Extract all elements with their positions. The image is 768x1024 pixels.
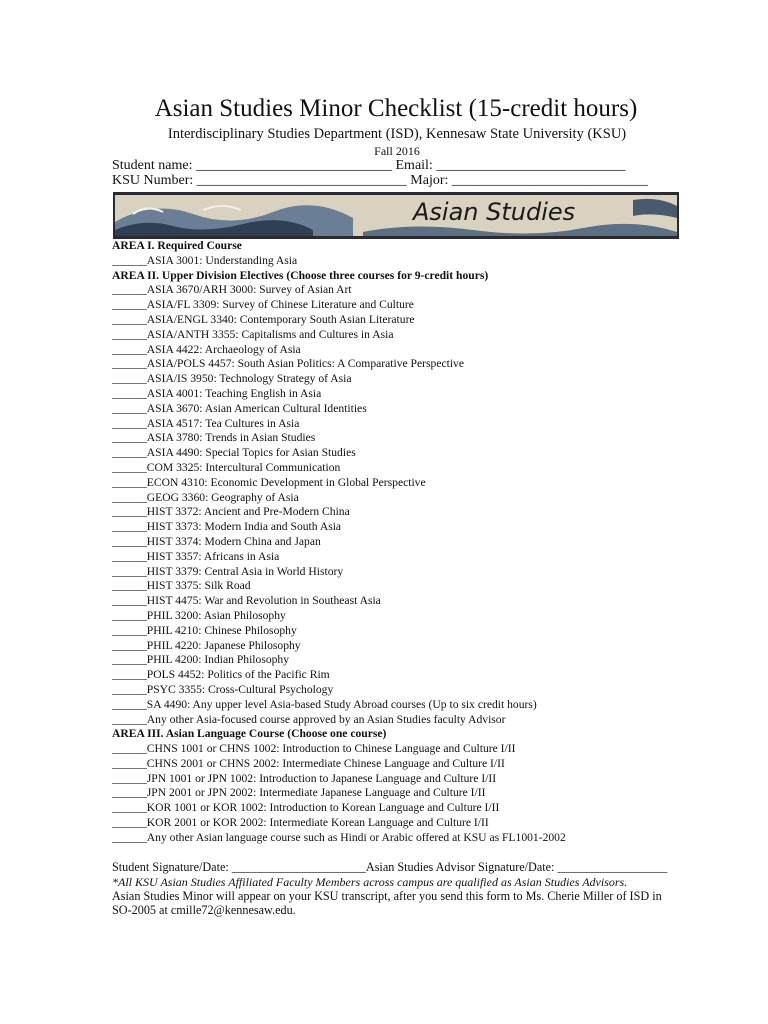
area-1-heading: AREA I. Required Course [112, 239, 242, 252]
check-blank[interactable]: ______ [112, 342, 147, 356]
check-blank[interactable]: ______ [112, 505, 147, 519]
course-item: ______ASIA 4001: Teaching English in Asia [112, 386, 322, 400]
check-blank[interactable]: ______ [112, 475, 147, 489]
check-blank[interactable]: ______ [112, 357, 147, 371]
check-blank[interactable]: ______ [112, 564, 147, 578]
check-blank[interactable]: ______ [112, 594, 147, 608]
term-label: Fall 2016 [374, 144, 420, 158]
course-item: ______CHNS 2001 or CHNS 2002: Intermediate Chinese Language and Culture I/II [112, 756, 505, 770]
course-item: ______ASIA 3780: Trends in Asian Studies [112, 431, 316, 445]
course-item: ______KOR 2001 or KOR 2002: Intermediate Korean Language and Culture I/II [112, 816, 489, 830]
check-blank[interactable]: ______ [112, 653, 147, 667]
course-item: ______JPN 2001 or JPN 2002: Intermediate Japanese Language and Culture I/II [112, 786, 486, 800]
check-blank[interactable]: ______ [112, 490, 147, 504]
course-item: ______HIST 3357: Africans in Asia [112, 549, 280, 563]
course-item: ______JPN 1001 or JPN 1002: Introduction to Japanese Language and Culture I/II [112, 771, 497, 785]
course-item: ______HIST 3379: Central Asia in World History [112, 564, 344, 578]
major-field[interactable]: ____________________________ [451, 173, 648, 188]
course-list [112, 239, 682, 846]
email-field[interactable]: ___________________________ [436, 158, 626, 173]
banner-text: Asian Studies [413, 198, 576, 226]
course-item: ______PSYC 3355: Cross-Cultural Psychology [112, 682, 334, 696]
ksu-number-label: KSU Number: [112, 173, 197, 188]
course-item: ______ASIA 4517: Tea Cultures in Asia [112, 416, 300, 430]
course-item: ______ASIA 3670/ARH 3000: Survey of Asian Art [112, 283, 352, 297]
course-item: ______PHIL 4210: Chinese Philosophy [112, 623, 297, 637]
course-item: ______SA 4490: Any upper level Asia-based Study Abroad courses (Up to six credit hours) [112, 697, 537, 711]
check-blank[interactable]: ______ [112, 253, 147, 267]
course-item: ______ASIA 3001: Understanding Asia [112, 253, 298, 267]
student-signature-field[interactable]: ______________________ [231, 859, 366, 874]
check-blank[interactable]: ______ [112, 401, 147, 415]
check-blank[interactable]: ______ [112, 386, 147, 400]
check-blank[interactable]: ______ [112, 431, 147, 445]
course-item: ______Any other Asia-focused course approved by an Asian Studies faculty Advisor [112, 712, 506, 726]
course-item: ______ASIA/FL 3309: Survey of Chinese Literature and Culture [112, 298, 414, 312]
course-item: ______ASIA 3670: Asian American Cultural Identities [112, 401, 367, 415]
check-blank[interactable]: ______ [112, 534, 147, 548]
course-item: ______COM 3325: Intercultural Communication [112, 460, 341, 474]
course-item: ______HIST 3373: Modern India and South Asia [112, 520, 342, 534]
check-blank[interactable]: ______ [112, 312, 147, 326]
course-item: ______KOR 1001 or KOR 1002: Introduction to Korean Language and Culture I/II [112, 801, 500, 815]
check-blank[interactable]: ______ [112, 520, 147, 534]
advisor-signature-field[interactable]: __________________ [557, 859, 668, 874]
area-2-heading: AREA II. Upper Division Electives (Choose three courses for 9-credit hours) [112, 268, 489, 282]
check-blank[interactable]: ______ [112, 460, 147, 474]
course-item: ______PHIL 4200: Indian Philosophy [112, 653, 290, 667]
check-blank[interactable]: ______ [112, 372, 147, 386]
check-blank[interactable]: ______ [112, 638, 147, 652]
student-signature-label: Student Signature/Date: [112, 859, 232, 874]
check-blank[interactable]: ______ [112, 756, 147, 770]
check-blank[interactable]: ______ [112, 446, 147, 460]
student-name-label: Student name: [112, 158, 196, 173]
check-blank[interactable]: ______ [112, 742, 147, 756]
department-subtitle: Interdisciplinary Studies Department (ISD), Kennesaw State University (KSU) [167, 126, 627, 142]
ksu-number-row [112, 173, 682, 188]
asian-studies-banner [113, 192, 679, 239]
check-blank[interactable]: ______ [112, 801, 147, 815]
checklist-document [112, 94, 682, 918]
course-item: ______HIST 3374: Modern China and Japan [112, 534, 321, 548]
student-name-row [112, 158, 682, 173]
check-blank[interactable]: ______ [112, 697, 147, 711]
course-item: ______ECON 4310: Economic Development in Global Perspective [112, 475, 426, 489]
check-blank[interactable]: ______ [112, 682, 147, 696]
advisor-note: *All KSU Asian Studies Affiliated Faculty Members across campus are qualified as Asian Studies Advisors. [112, 874, 628, 889]
course-item: ______PHIL 4220: Japanese Philosophy [112, 638, 301, 652]
check-blank[interactable]: ______ [112, 549, 147, 563]
course-item: ______ASIA 4422: Archaeology of Asia [112, 342, 301, 356]
check-blank[interactable]: ______ [112, 416, 147, 430]
course-item: ______HIST 4475: War and Revolution in Southeast Asia [112, 594, 381, 608]
student-name-field[interactable]: ____________________________ [196, 158, 392, 173]
signature-row [112, 860, 682, 875]
ksu-number-field[interactable]: ______________________________ [196, 173, 407, 188]
footer-instructions: Asian Studies Minor will appear on your KSU transcript, after you send this form to Ms. Cherie Miller of ISD in SO-2005 at cmille72@kennesaw.edu. [112, 888, 662, 918]
course-item: ______ASIA/IS 3950: Technology Strategy of Asia [112, 372, 352, 386]
course-item: ______GEOG 3360: Geography of Asia [112, 490, 299, 504]
check-blank[interactable]: ______ [112, 608, 147, 622]
course-item: ______HIST 3372: Ancient and Pre-Modern China [112, 505, 350, 519]
check-blank[interactable]: ______ [112, 830, 147, 844]
course-item: ______CHNS 1001 or CHNS 1002: Introduction to Chinese Language and Culture I/II [112, 742, 516, 756]
check-blank[interactable]: ______ [112, 771, 147, 785]
area-3-heading: AREA III. Asian Language Course (Choose one course) [112, 727, 387, 741]
advisor-signature-label: Asian Studies Advisor Signature/Date: [365, 859, 558, 874]
course-item: ______POLS 4452: Politics of the Pacific Rim [112, 668, 330, 682]
major-label: Major: [406, 173, 452, 188]
course-item: ______ASIA/ANTH 3355: Capitalisms and Cultures in Asia [112, 327, 394, 341]
course-item: ______PHIL 3200: Asian Philosophy [112, 608, 286, 622]
check-blank[interactable]: ______ [112, 327, 147, 341]
check-blank[interactable]: ______ [112, 579, 147, 593]
email-label: Email: [392, 158, 437, 173]
course-item: ______Any other Asian language course such as Hindi or Arabic offered at KSU as FL1001-2002 [112, 830, 566, 844]
check-blank[interactable]: ______ [112, 623, 147, 637]
check-blank[interactable]: ______ [112, 816, 147, 830]
page-title: Asian Studies Minor Checklist (15-credit hours) [154, 95, 638, 122]
check-blank[interactable]: ______ [112, 668, 147, 682]
check-blank[interactable]: ______ [112, 283, 147, 297]
course-item: ______ASIA/POLS 4457: South Asian Politics: A Comparative Perspective [112, 357, 464, 371]
check-blank[interactable]: ______ [112, 712, 147, 726]
course-item: ______ASIA 4490: Special Topics for Asian Studies [112, 446, 356, 460]
check-blank[interactable]: ______ [112, 786, 147, 800]
course-item: ______ASIA/ENGL 3340: Contemporary South Asian Literature [112, 312, 415, 326]
check-blank[interactable]: ______ [112, 298, 147, 312]
course-item: ______HIST 3375: Silk Road [112, 579, 251, 593]
